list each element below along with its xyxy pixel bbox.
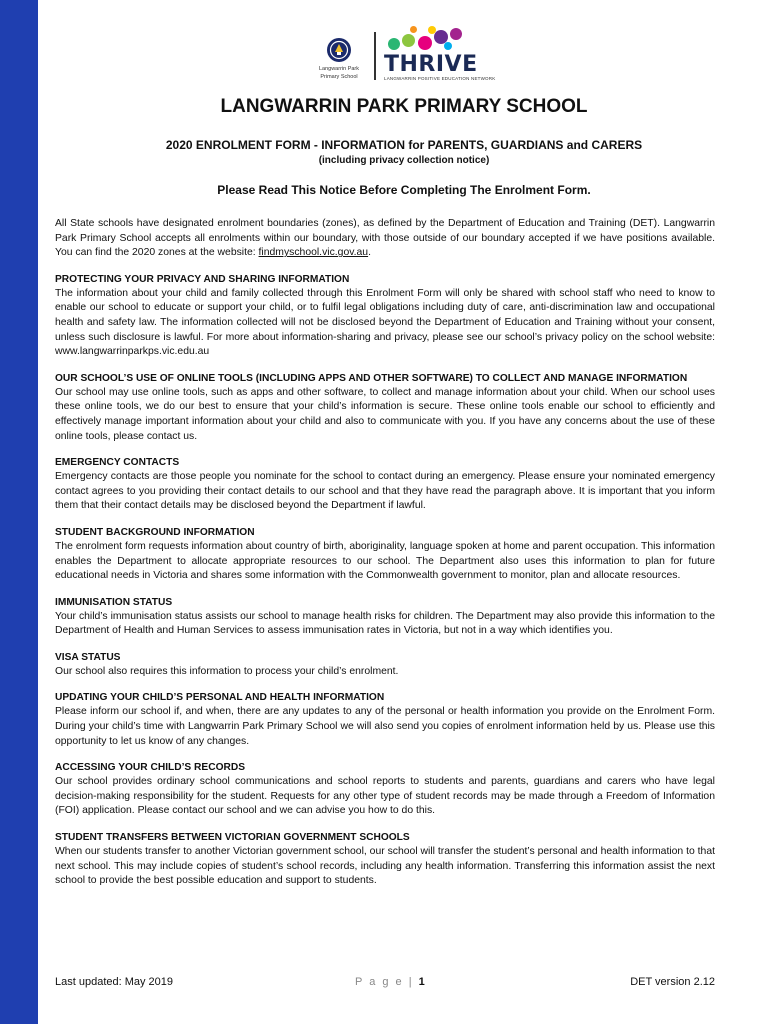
read-notice: Please Read This Notice Before Completing The Enrolment Form. [217, 183, 591, 197]
section-updating-info [55, 691, 715, 749]
section-body: Your child’s immunisation status assists our school to manage health risks for children. The Department may also provide this information to the Department of Health and Human Services to assess immunisation rates in Victoria, but not in a way which identifies you. [55, 610, 715, 637]
section-emergency-contacts [55, 456, 715, 514]
left-margin-bar [0, 0, 39, 1024]
page-indicator [355, 976, 425, 988]
thrive-logo [380, 26, 500, 86]
section-heading: STUDENT TRANSFERS BETWEEN VICTORIAN GOVERNMENT SCHOOLS [55, 832, 410, 844]
thrive-dot-icon [410, 26, 417, 33]
thrive-dot-icon [428, 26, 436, 34]
school-name-line1: Langwarrin Park [318, 66, 360, 72]
section-body: Our school may use online tools, such as apps and other software, to collect and manage information about your child. When our school uses these online tools, we do our best to ensure that your child’s information is secure. These online tools enable our school to efficiently and effectively manage important information about your child and also to communicate with you. If you have any concerns about the use of these online tools, please contact us. [55, 386, 715, 442]
section-body: The enrolment form requests information about country of birth, aboriginality, language spoken at home and parent occupation. This information enables the Department to allocate appropriate resources to our school. The Department also uses this information to plan for future educational needs in Victoria and shares some information with the Commonwealth government to monitor, plan and allocate resources. [55, 540, 715, 582]
page-footer [55, 976, 715, 992]
page-number: 1 [418, 976, 425, 988]
section-immunisation [55, 596, 715, 639]
section-heading: STUDENT BACKGROUND INFORMATION [55, 526, 255, 538]
thrive-dot-icon [402, 34, 415, 47]
section-body: Please inform our school if, and when, there are any updates to any of the personal or health information you provide on the Enrolment Form. During your child’s time with Langwarrin Park Primary School we will also send you copies of enrolment information held by us. Please use this opportunity to let us know of any changes. [55, 706, 715, 747]
document-page [38, 0, 770, 1024]
page-label: P a g e | [355, 976, 414, 988]
section-body: Emergency contacts are those people you nominate for the school to contact during an emergency. Please ensure your nominated emergency contact agrees to you providing their contact details to our school and that they have read the paragraph above. It is important that you inform them that their contact details may be disclosed beyond the Department if lawful. [55, 471, 715, 512]
section-visa [55, 651, 715, 680]
form-subtitle: (including privacy collection notice) [318, 155, 490, 166]
section-records [55, 761, 715, 819]
intro-paragraph [55, 217, 715, 261]
thrive-dot-icon [450, 28, 462, 40]
form-title: 2020 ENROLMENT FORM - INFORMATION for PARENTS, GUARDIANS and CARERS [165, 138, 643, 152]
section-body: Our school also requires this information to process your child’s enrolment. [55, 665, 399, 677]
section-heading: IMMUNISATION STATUS [55, 596, 173, 608]
section-online-tools [55, 372, 715, 444]
section-heading: ACCESSING YOUR CHILD’S RECORDS [55, 762, 246, 774]
section-body: The information about your child and family collected through this Enrolment Form will only be shared with school staff who need to know to enable our school to educate or support your child, or to fulfil legal obligations including duty of care, anti-discrimination law and occupational health and safety law. The information collected will not be disclosed beyond the Department of Education and Training without your consent, unless such disclosure is lawful. For more about information-sharing and privacy, please see our school’s privacy policy on the school website: www.langwarrinparkps.vic.edu.au [55, 287, 715, 358]
section-body: When our students transfer to another Victorian government school, our school will transfer the student’s personal and health information to that next school. This may include copies of student’s school records, including any health information. Transferring this information assist the next school to provide the best possible education and support to students. [55, 846, 715, 887]
findmyschool-link[interactable]: findmyschool.vic.gov.au [258, 247, 369, 259]
school-logo [308, 36, 370, 86]
section-background [55, 526, 715, 584]
thrive-dot-icon [444, 42, 452, 50]
section-heading: VISA STATUS [55, 651, 121, 663]
school-title: LANGWARRIN PARK PRIMARY SCHOOL [220, 96, 588, 117]
section-heading: UPDATING YOUR CHILD’S PERSONAL AND HEALTH INFORMATION [55, 692, 385, 704]
intro-end: . [368, 247, 371, 259]
section-body: Our school provides ordinary school communications and school reports to students and parents, guardians and carers who have legal decision-making responsibility for the student. Requests for any other type of student records may be made through a Freedom of Information (FOI) application. Please contact our school and we can advise you how to do this. [55, 776, 715, 817]
thrive-dot-icon [418, 36, 432, 50]
version-label: DET version 2.12 [630, 976, 715, 988]
section-heading: PROTECTING YOUR PRIVACY AND SHARING INFORMATION [55, 273, 350, 285]
thrive-tagline: LANGWARRIN POSITIVE EDUCATION NETWORK [384, 76, 496, 81]
last-updated: Last updated: May 2019 [55, 976, 174, 988]
logo-divider [374, 32, 376, 80]
header-logos [308, 26, 508, 86]
thrive-wordmark: THRIVE [384, 52, 478, 77]
intro-text: All State schools have designated enrolment boundaries (zones), as defined by the Department of Education and Training (DET). Langwarrin Park Primary School accepts all enrolments within our boundary, with those outside of our boundary accepted if we have positions available. You can find the 2020 zones at the website: [55, 218, 715, 259]
school-crest-icon [326, 36, 352, 64]
section-heading: EMERGENCY CONTACTS [55, 457, 180, 469]
section-heading: OUR SCHOOL’S USE OF ONLINE TOOLS (INCLUDING APPS AND OTHER SOFTWARE) TO COLLECT AND MANAGE INFORMATION [55, 372, 688, 384]
thrive-dot-icon [388, 38, 400, 50]
school-name-line2: Primary School [320, 74, 358, 80]
document-body [55, 217, 715, 901]
section-transfers [55, 831, 715, 889]
section-privacy [55, 273, 715, 360]
